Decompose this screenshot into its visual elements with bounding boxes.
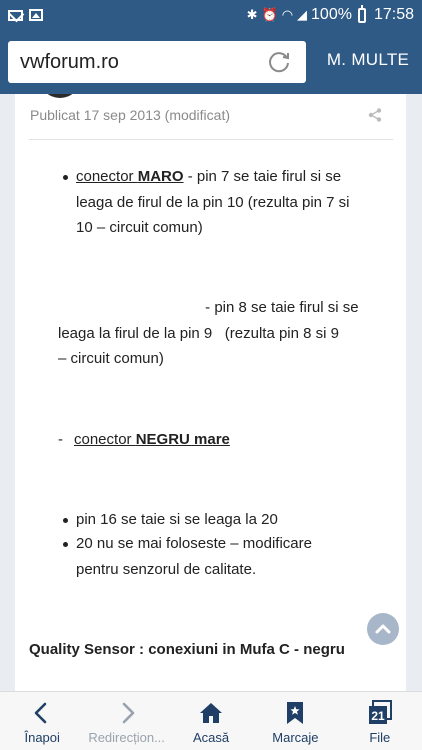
nav-bookmarks[interactable]	[253, 692, 337, 750]
bullet	[63, 175, 68, 180]
post-line: pentru senzorul de calitate.	[76, 561, 257, 578]
nav-back[interactable]	[0, 692, 84, 750]
nav-label: Acasă	[192, 730, 230, 745]
system-icons	[247, 6, 414, 24]
more-menu-button[interactable]: M. MULTE	[326, 50, 410, 69]
browser-toolbar	[0, 30, 422, 94]
nav-label: File	[369, 730, 391, 745]
connector-maro-label: conector MARO	[76, 168, 184, 185]
post-line: – circuit comun)	[58, 350, 164, 367]
mail-icon	[8, 10, 23, 21]
nav-label: Marcaje	[272, 730, 319, 745]
scroll-to-top-button[interactable]	[367, 613, 399, 645]
divider	[29, 139, 393, 140]
chevron-up-icon	[373, 619, 393, 639]
quality-sensor-heading: Quality Sensor : conexiuni in Mufa C - negru	[29, 641, 345, 658]
post-line: 20 nu se mai foloseste – modificare	[76, 535, 312, 552]
bullet	[63, 518, 68, 523]
bookmark-icon	[282, 700, 308, 726]
battery-icon	[358, 8, 366, 23]
nav-forward[interactable]	[84, 692, 168, 750]
post-line: leaga de firul de la pin 10 (rezulta pin 7 si	[76, 194, 350, 211]
nav-home[interactable]	[169, 692, 253, 750]
url-field[interactable]	[8, 41, 306, 83]
image-icon	[29, 9, 43, 21]
post-line: 10 – circuit comun)	[76, 219, 203, 236]
bottom-navigation	[0, 691, 422, 750]
reload-icon[interactable]	[266, 49, 292, 75]
post-line: conector MARO - pin 7 se taie firul si se	[76, 168, 342, 185]
nav-label: Înapoi	[24, 730, 60, 745]
page-content[interactable]	[0, 94, 422, 691]
wifi-icon: ◠	[281, 7, 294, 22]
alarm-icon: ⏰	[261, 7, 278, 22]
post-line: pin 16 se taie si se leaga la 20	[76, 511, 278, 528]
tabs-icon	[367, 700, 393, 726]
status-bar	[0, 0, 422, 30]
post-meta: Publicat 17 sep 2013 (modificat)	[30, 107, 230, 123]
bluetooth-icon: ✱	[246, 7, 258, 22]
post-line: -	[58, 431, 63, 448]
nav-label: Redirecțion...	[88, 730, 165, 745]
notification-icons	[8, 9, 43, 21]
signal-icon: ◢	[297, 7, 308, 22]
post-line: leaga la firul de la pin 9 (rezulta pin 8 si 9	[58, 325, 339, 342]
avatar[interactable]	[39, 94, 81, 98]
bullet	[63, 542, 68, 547]
connector-negru-label: conector NEGRU mare	[74, 431, 230, 448]
clock: 17:58	[373, 6, 414, 23]
chevron-right-icon	[114, 700, 140, 726]
chevron-left-icon	[29, 700, 55, 726]
home-icon	[198, 700, 224, 726]
share-icon[interactable]	[368, 108, 382, 122]
nav-tabs[interactable]	[338, 692, 422, 750]
post-card	[15, 94, 406, 691]
post-line: - pin 8 se taie firul si se	[201, 299, 359, 316]
tab-count: 21	[371, 709, 385, 723]
battery-percent: 100%	[311, 6, 352, 23]
url-text: vwforum.ro	[20, 50, 119, 73]
